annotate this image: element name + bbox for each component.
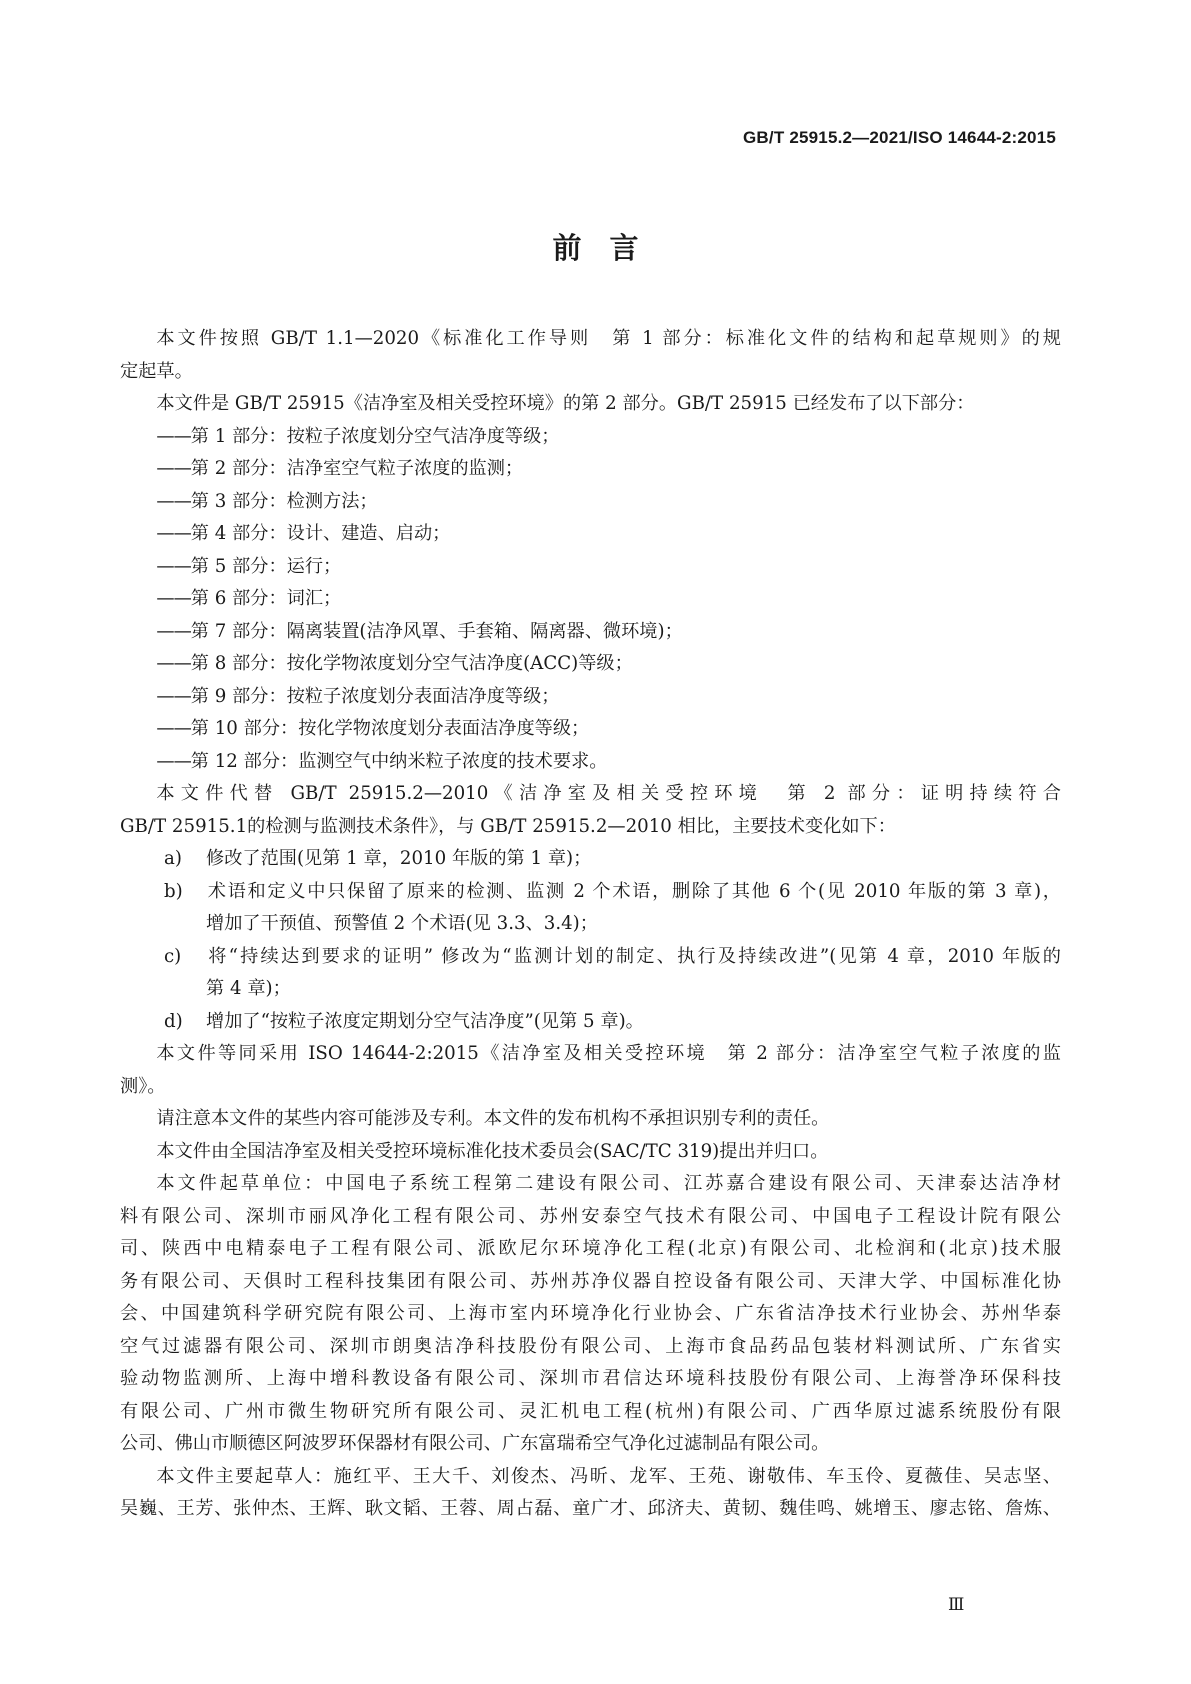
text-line: 验动物监测所、上海中增科教设备有限公司、深圳市君信达环境科技股份有限公司、上海誉净环保科技 (120, 1368, 1061, 1389)
change-item-c: c) 将“持续达到要求的证明” 修改为“监测计划的制定、执行及持续改进”(见第 4 章，2010 年版的 (164, 945, 1061, 967)
paragraph-drafting-rule: 本文件按照 GB/T 1.1—2020《标准化工作导则 第 1 部分：标准化文件的结构和起草规则》的规 (156, 328, 1061, 349)
parts-list (120, 421, 1061, 779)
list-item: ——第 8 部分：按化学物浓度划分空气洁净度(ACC)等级； (156, 653, 633, 674)
page-title: 前言 (552, 231, 667, 265)
paragraph-drafting-rule-cont: 定起草。 (120, 360, 193, 382)
list-item: ——第 1 部分：按粒子浓度划分空气洁净度等级； (156, 425, 560, 447)
text-line: 料有限公司、深圳市丽风净化工程有限公司、苏州安泰空气技术有限公司、中国电子工程设计院有限公 (120, 1205, 1061, 1227)
change-item-b: b) 术语和定义中只保留了原来的检测、监测 2 个术语，删除了其他 6 个(见 2010 年版的第 3 章)， (164, 880, 1061, 902)
change-item-c-cont: 第 4 章)； (206, 978, 291, 999)
standard-code: GB/T 25915.2—2021/ISO 14644-2:2015 (743, 128, 1056, 147)
text-line: 有限公司、广州市微生物研究所有限公司、灵汇机电工程(杭州)有限公司、广西华原过滤系统股份有限 (120, 1400, 1061, 1422)
list-item: ——第 9 部分：按粒子浓度划分表面洁净度等级； (156, 685, 560, 707)
page-number: Ⅲ (948, 1595, 965, 1615)
paragraph-drafters (120, 1461, 1061, 1526)
list-item: ——第 10 部分：按化学物浓度划分表面洁净度等级； (156, 718, 590, 739)
list-item: ——第 2 部分：洁净室空气粒子浓度的监测； (156, 458, 524, 479)
change-item-a: a) 修改了范围(见第 1 章，2010 年版的第 1 章)； (164, 848, 592, 869)
text-line: 司、陕西中电精泰电子工程有限公司、派欧尼尔环境净化工程(北京)有限公司、北检润和(北京)技术服 (120, 1238, 1061, 1259)
list-item: ——第 7 部分：隔离装置(洁净风罩、手套箱、隔离器、微环境)； (156, 620, 683, 642)
changes-list (120, 843, 1061, 1038)
change-item-d: d) 增加了“按粒子浓度定期划分空气洁净度”(见第 5 章)。 (164, 1010, 644, 1032)
paragraph-iso-adoption: 本文件等同采用 ISO 14644-2:2015《洁净室及相关受控环境 第 2 部分：洁净室空气粒子浓度的监 (156, 1043, 1061, 1064)
paragraph-committee: 本文件由全国洁净室及相关受控环境标准化技术委员会(SAC/TC 319)提出并归口。 (156, 1140, 829, 1162)
text-line: 会、中国建筑科学研究院有限公司、上海市室内环境净化行业协会、广东省洁净技术行业协会、苏州华泰 (120, 1303, 1061, 1324)
change-item-b-cont: 增加了干预值、预警值 2 个术语(见 3.3、3.4)； (206, 913, 598, 934)
paragraph-series: 本文件是 GB/T 25915《洁净室及相关受控环境》的第 2 部分。GB/T 25915 已经发布了以下部分： (156, 393, 975, 414)
text-line: 公司、佛山市顺德区阿波罗环保器材有限公司、广东富瑞希空气净化过滤制品有限公司。 (120, 1433, 830, 1454)
text-line: 本文件主要起草人：施红平、王大千、刘俊杰、冯昕、龙军、王苑、谢敬伟、车玉伶、夏薇佳、吴志坚、 (156, 1465, 1061, 1487)
paragraph-replaces: 本文件代替 GB/T 25915.2—2010《洁净室及相关受控环境 第 2 部分：证明持续符合 (156, 783, 1061, 804)
list-item: ——第 12 部分：监测空气中纳米粒子浓度的技术要求。 (156, 750, 608, 772)
text-line: 务有限公司、天俱时工程科技集团有限公司、苏州苏净仪器自控设备有限公司、天津大学、中国标准化协 (120, 1270, 1061, 1292)
list-item: ——第 5 部分：运行； (156, 555, 342, 577)
list-item: ——第 4 部分：设计、建造、启动； (156, 523, 451, 544)
paragraph-replaces-cont: GB/T 25915.1的检测与监测技术条件》，与 GB/T 25915.2—2010 相比，主要技术变化如下： (120, 815, 896, 837)
paragraph-drafting-units (120, 1168, 1061, 1461)
text-line: 本文件起草单位：中国电子系统工程第二建设有限公司、江苏嘉合建设有限公司、天津泰达洁净材 (156, 1173, 1061, 1194)
list-item: ——第 3 部分：检测方法； (156, 490, 378, 512)
text-line: 吴巍、王芳、张仲杰、王辉、耿文韬、王蓉、周占磊、童广才、邱济夫、黄韧、魏佳鸣、姚增玉、廖志铭、詹炼、 (120, 1498, 1061, 1519)
list-item: ——第 6 部分：词汇； (156, 588, 342, 609)
paragraph-patent-notice: 请注意本文件的某些内容可能涉及专利。本文件的发布机构不承担识别专利的责任。 (156, 1108, 830, 1129)
text-line: 空气过滤器有限公司、深圳市朗奥洁净科技股份有限公司、上海市食品药品包装材料测试所、广东省实 (120, 1335, 1061, 1357)
document-body (120, 323, 1061, 1526)
paragraph-iso-adoption-cont: 测》。 (120, 1075, 166, 1097)
